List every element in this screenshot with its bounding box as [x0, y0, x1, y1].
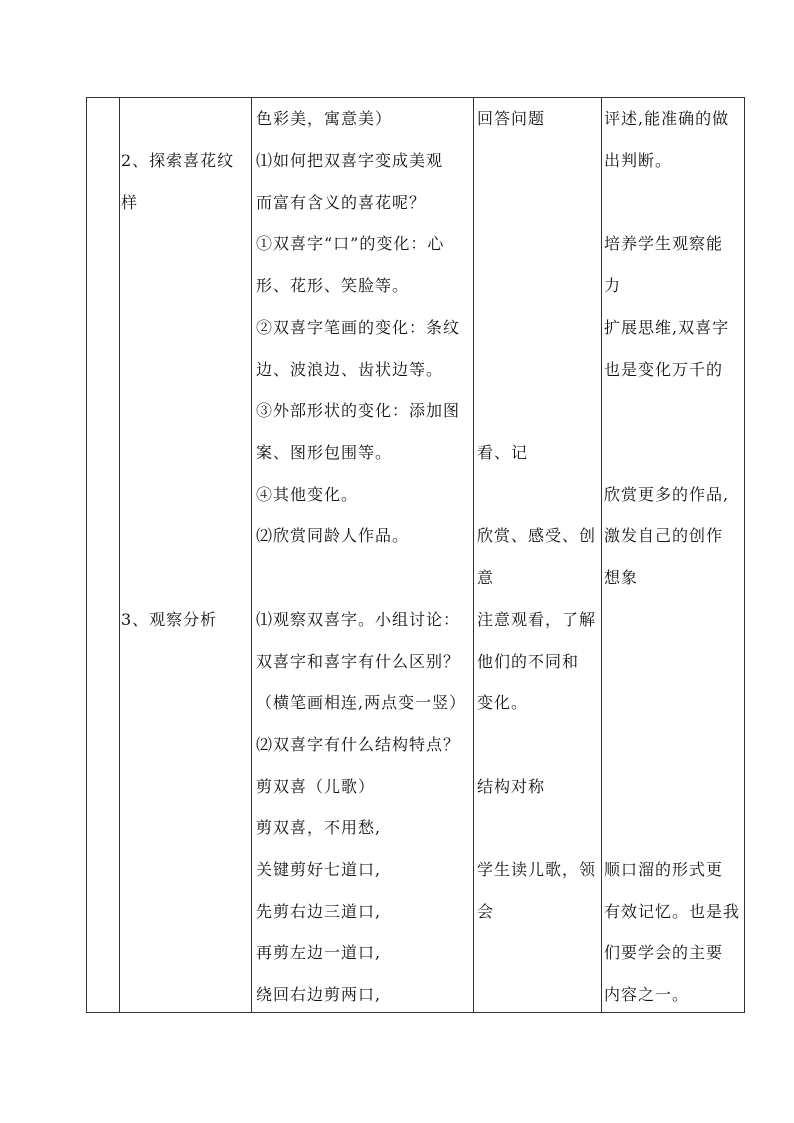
column-divider: [119, 97, 120, 1013]
intent-line: 出判断。: [604, 151, 673, 170]
column-divider: [251, 97, 252, 1013]
section-heading-2: 2、探索喜花纹: [121, 151, 235, 170]
content-line: 再剪左边一道口,: [256, 943, 382, 962]
student-line: 学生读儿歌，领: [477, 860, 597, 879]
content-line: （横笔画相连,两点变一竖）: [256, 693, 467, 712]
content-line: 剪双喜，不用愁,: [256, 818, 382, 837]
student-line: 注意观看，了解: [477, 610, 597, 629]
content-line: ⑵双喜字有什么结构特点？: [256, 735, 461, 754]
intent-line: 欣赏更多的作品,: [604, 485, 730, 504]
content-line: 双喜字和喜字有什么区别？: [256, 652, 461, 671]
content-line: 色彩美，寓意美）: [256, 109, 393, 128]
intent-line: 评述,能准确的做: [604, 109, 730, 128]
content-line: ②双喜字笔画的变化：条纹: [256, 318, 461, 337]
content-line: ③外部形状的变化：添加图: [256, 401, 461, 420]
student-line: 会: [477, 902, 495, 921]
content-line: ⑴观察双喜字。小组讨论：: [256, 610, 461, 629]
content-line: ⑴如何把双喜字变成美观: [256, 151, 444, 170]
column-divider: [473, 97, 474, 1013]
intent-line: 力: [604, 276, 622, 295]
intent-line: 顺口溜的形式更: [604, 860, 724, 879]
content-line: 先剪右边三道口,: [256, 902, 382, 921]
intent-line: 想象: [604, 568, 639, 587]
student-line: 看、记: [477, 443, 529, 462]
section-heading-2-cont: 样: [121, 193, 139, 212]
student-line: 意: [477, 568, 495, 587]
intent-line: 扩展思维,双喜字: [604, 318, 730, 337]
content-line: 边、波浪边、齿状边等。: [256, 360, 444, 379]
section-heading-3: 3、观察分析: [121, 610, 218, 629]
content-line: 形、花形、笑脸等。: [256, 276, 410, 295]
intent-line: 有效记忆。也是我: [604, 902, 741, 921]
student-line: 他们的不同和: [477, 652, 580, 671]
column-divider: [601, 97, 602, 1013]
content-line: 案、图形包围等。: [256, 443, 393, 462]
content-line: 关键剪好七道口,: [256, 860, 382, 879]
student-line: 回答问题: [477, 109, 546, 128]
intent-line: 培养学生观察能: [604, 234, 724, 253]
content-line: 绕回右边剪两口,: [256, 985, 382, 1004]
student-line: 欣赏、感受、创: [477, 526, 597, 545]
intent-line: 激发自己的创作: [604, 526, 724, 545]
content-line: 而富有含义的喜花呢？: [256, 193, 427, 212]
content-line: ④其他变化。: [256, 485, 359, 504]
student-line: 变化。: [477, 693, 529, 712]
intent-line: 也是变化万千的: [604, 360, 724, 379]
content-line: ⑵欣赏同龄人作品。: [256, 526, 410, 545]
content-line: 剪双喜（儿歌）: [256, 777, 376, 796]
intent-line: 们要学会的主要: [604, 943, 724, 962]
intent-line: 内容之一。: [604, 985, 690, 1004]
content-line: ①双喜字“口”的变化：心: [256, 234, 445, 253]
student-line: 结构对称: [477, 777, 546, 796]
